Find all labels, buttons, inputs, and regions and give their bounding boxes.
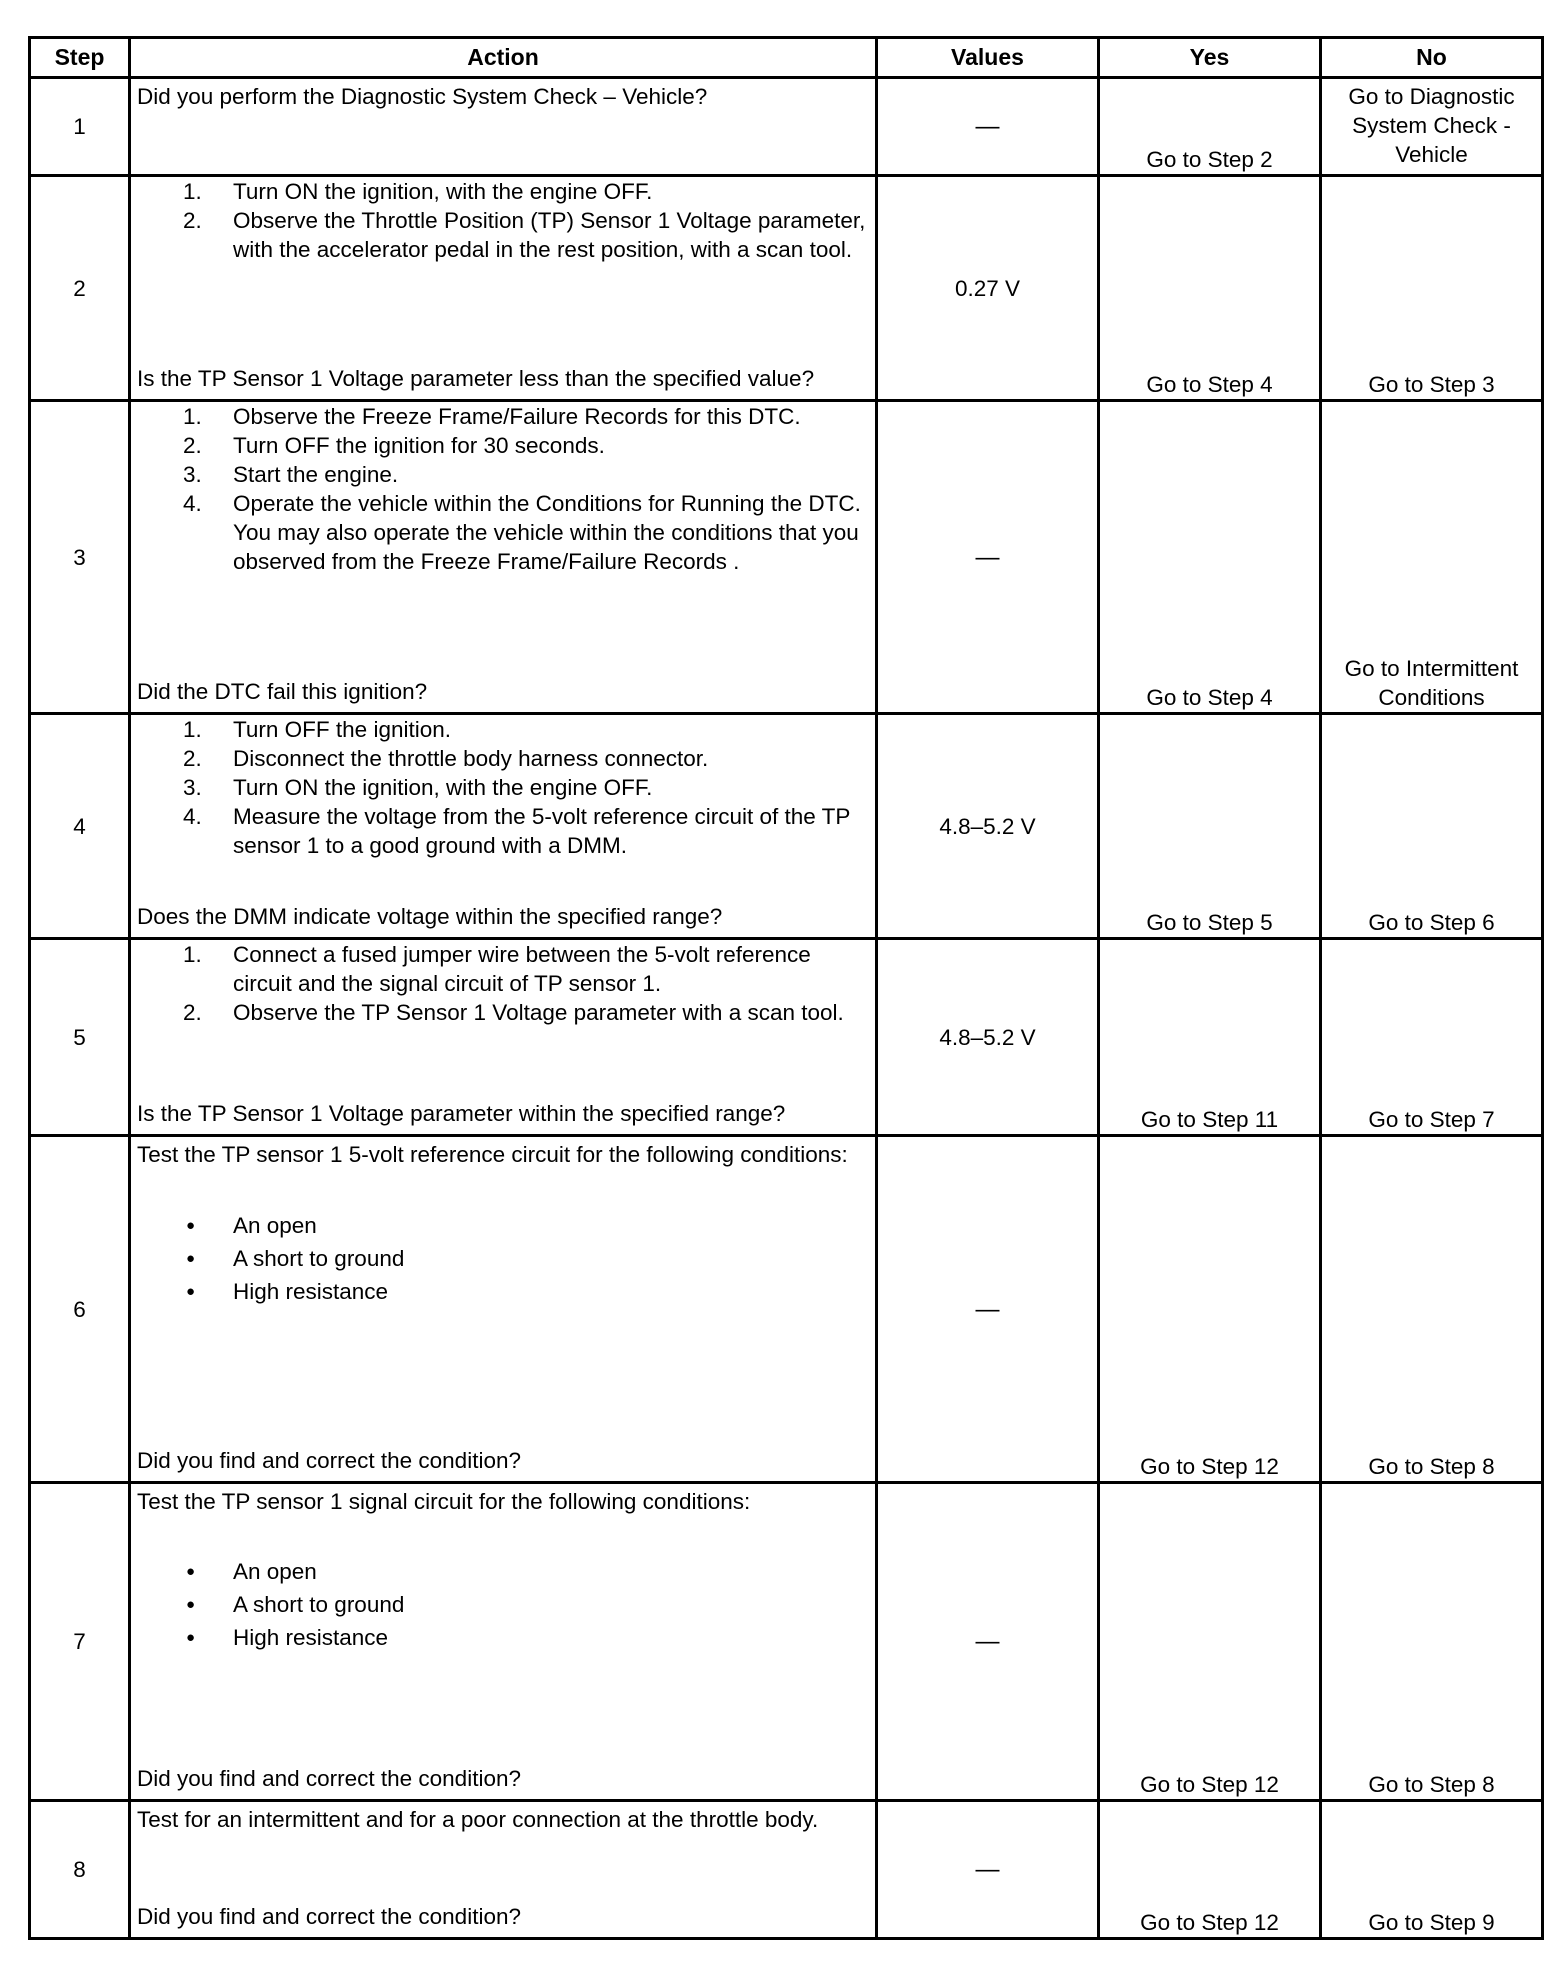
substep-text: Turn OFF the ignition for 30 seconds. — [233, 433, 605, 458]
yes-link[interactable]: Go to Step 4 — [1099, 401, 1321, 714]
step-number: 8 — [30, 1801, 130, 1939]
substep-text: Observe the Throttle Position (TP) Sensor 1 Voltage parameter, with the accelerator pedal in the rest position, with a scan tool. — [233, 208, 866, 262]
substep-text: Operate the vehicle within the Conditions for Running the DTC. You may also operate the vehicle within the conditions that you observed from the Freeze Frame/Failure Records . — [233, 491, 861, 574]
header-row — [30, 38, 1543, 78]
substep-text: Observe the Freeze Frame/Failure Records for this DTC. — [233, 404, 801, 429]
substep-list — [131, 940, 875, 1027]
substep-list — [131, 177, 875, 264]
no-link[interactable]: Go to Step 8 — [1321, 1136, 1543, 1483]
action-cell — [130, 401, 877, 714]
step-number: 6 — [30, 1136, 130, 1483]
action-question: Does the DMM indicate voltage within the specified range? — [137, 904, 723, 929]
action-inner — [131, 1802, 875, 1934]
condition-list — [131, 1555, 875, 1654]
no-link[interactable]: Go to Step 9 — [1321, 1801, 1543, 1939]
substep-list — [131, 715, 875, 860]
step-number: 7 — [30, 1483, 130, 1801]
header-values: Values — [877, 38, 1099, 78]
action-inner — [131, 177, 875, 396]
yes-link[interactable]: Go to Step 11 — [1099, 939, 1321, 1136]
substep: 1. Connect a fused jumper wire between the 5-volt reference circuit and the signal circuit of TP sensor 1. — [183, 942, 811, 996]
action-inner — [131, 715, 875, 934]
step-number: 2 — [30, 176, 130, 401]
value-text: — — [975, 113, 1000, 140]
header-step: Step — [30, 38, 130, 78]
substep-text: Turn ON the ignition, with the engine OFF. — [233, 179, 653, 204]
substep: 2. Turn OFF the ignition for 30 seconds. — [183, 433, 605, 458]
action-inner — [131, 940, 875, 1131]
table-row — [30, 401, 1543, 714]
value-cell — [877, 714, 1099, 939]
substep: 1. Observe the Freeze Frame/Failure Records for this DTC. — [183, 404, 801, 429]
no-link[interactable]: Go to Step 6 — [1321, 714, 1543, 939]
value-cell — [877, 1801, 1099, 1939]
step-number: 4 — [30, 714, 130, 939]
substep: 2. Disconnect the throttle body harness connector. — [183, 746, 709, 771]
substep: 4. Measure the voltage from the 5-volt reference circuit of the TP sensor 1 to a good ground with a DMM. — [183, 804, 850, 858]
action-question: Did you find and correct the condition? — [137, 1448, 521, 1473]
substep-text: Connect a fused jumper wire between the 5-volt reference circuit and the signal circuit of TP sensor 1. — [233, 942, 811, 996]
value-text: 4.8–5.2 V — [939, 813, 1036, 839]
substep: 2. Observe the Throttle Position (TP) Sensor 1 Voltage parameter, with the accelerator pedal in the rest position, with a scan tool. — [183, 208, 866, 262]
substep-text: Turn OFF the ignition. — [233, 717, 452, 742]
action-question: Did you find and correct the condition? — [137, 1904, 521, 1929]
action-cell — [130, 1801, 877, 1939]
condition-item: ● A short to ground — [131, 1242, 875, 1275]
substep: 1. Turn OFF the ignition. — [183, 717, 452, 742]
condition-item: ● High resistance — [131, 1621, 875, 1654]
header-action: Action — [130, 38, 877, 78]
yes-link[interactable]: Go to Step 12 — [1099, 1801, 1321, 1939]
header-no: No — [1321, 38, 1543, 78]
value-cell — [877, 1136, 1099, 1483]
action-intro: Test the TP sensor 1 5-volt reference circuit for the following conditions: — [137, 1142, 848, 1167]
yes-link[interactable]: Go to Step 4 — [1099, 176, 1321, 401]
header-yes: Yes — [1099, 38, 1321, 78]
yes-link[interactable]: Go to Step 2 — [1099, 78, 1321, 176]
table-row — [30, 939, 1543, 1136]
condition-list — [131, 1209, 875, 1308]
action-inner — [131, 1137, 875, 1478]
value-text: — — [975, 1856, 1000, 1883]
value-text: — — [975, 1628, 1000, 1655]
action-cell — [130, 1483, 877, 1801]
table-row — [30, 1136, 1543, 1483]
table-row — [30, 1483, 1543, 1801]
condition-item: ● An open — [131, 1555, 875, 1588]
table-row — [30, 176, 1543, 401]
value-cell — [877, 1483, 1099, 1801]
condition-item: ● High resistance — [131, 1275, 875, 1308]
condition-item: ● A short to ground — [131, 1588, 875, 1621]
action-intro: Test for an intermittent and for a poor connection at the throttle body. — [137, 1807, 819, 1832]
substep: 3. Start the engine. — [183, 462, 399, 487]
substep: 3. Turn ON the ignition, with the engine OFF. — [183, 775, 653, 800]
condition-item: ● An open — [131, 1209, 875, 1242]
substep-text: Observe the TP Sensor 1 Voltage parameter with a scan tool. — [233, 1000, 844, 1025]
no-link[interactable]: Go to Diagnostic System Check - Vehicle — [1321, 78, 1543, 176]
table-row — [30, 1801, 1543, 1939]
value-text: 4.8–5.2 V — [939, 1024, 1036, 1050]
value-cell — [877, 176, 1099, 401]
action-cell — [130, 714, 877, 939]
action-intro: Test the TP sensor 1 signal circuit for the following conditions: — [137, 1489, 751, 1514]
value-text: — — [975, 1295, 1000, 1323]
value-cell — [877, 78, 1099, 176]
action-question: Did the DTC fail this ignition? — [137, 679, 428, 704]
substep-list — [131, 402, 875, 576]
action-question: Is the TP Sensor 1 Voltage parameter less than the specified value? — [137, 366, 815, 391]
action-inner — [131, 1484, 875, 1796]
substep: 4. Operate the vehicle within the Conditions for Running the DTC. You may also operate the vehicle within the conditions that you observed from the Freeze Frame/Failure Records . — [183, 491, 861, 574]
step-number: 3 — [30, 401, 130, 714]
value-cell — [877, 401, 1099, 714]
step-number: 1 — [30, 78, 130, 176]
substep-text: Measure the voltage from the 5-volt reference circuit of the TP sensor 1 to a good ground with a DMM. — [233, 804, 850, 858]
yes-link[interactable]: Go to Step 12 — [1099, 1136, 1321, 1483]
action-cell — [130, 176, 877, 401]
action-cell — [130, 939, 877, 1136]
table-row — [30, 714, 1543, 939]
action-question: Is the TP Sensor 1 Voltage parameter within the specified range? — [137, 1101, 786, 1126]
value-text: 0.27 V — [954, 275, 1021, 301]
step-number: 5 — [30, 939, 130, 1136]
action-cell — [130, 1136, 877, 1483]
action-cell — [130, 78, 877, 176]
table-row — [30, 78, 1543, 176]
substep-text: Start the engine. — [233, 462, 399, 487]
substep: 2. Observe the TP Sensor 1 Voltage parameter with a scan tool. — [183, 1000, 844, 1025]
no-link[interactable]: Go to Intermittent Conditions — [1321, 401, 1543, 714]
action-inner — [131, 402, 875, 709]
substep: 1. Turn ON the ignition, with the engine OFF. — [183, 179, 653, 204]
yes-link[interactable]: Go to Step 5 — [1099, 714, 1321, 939]
substep-text: Turn ON the ignition, with the engine OFF. — [233, 775, 653, 800]
substep-text: Disconnect the throttle body harness connector. — [233, 746, 709, 771]
no-link[interactable]: Go to Step 7 — [1321, 939, 1543, 1136]
action-question: Did you find and correct the condition? — [137, 1766, 521, 1791]
diagnostic-table — [28, 36, 1544, 1940]
value-cell — [877, 939, 1099, 1136]
no-link[interactable]: Go to Step 3 — [1321, 176, 1543, 401]
action-question: Did you perform the Diagnostic System Check – Vehicle? — [137, 84, 708, 109]
value-text: — — [975, 543, 1000, 571]
yes-link[interactable]: Go to Step 12 — [1099, 1483, 1321, 1801]
no-link[interactable]: Go to Step 8 — [1321, 1483, 1543, 1801]
